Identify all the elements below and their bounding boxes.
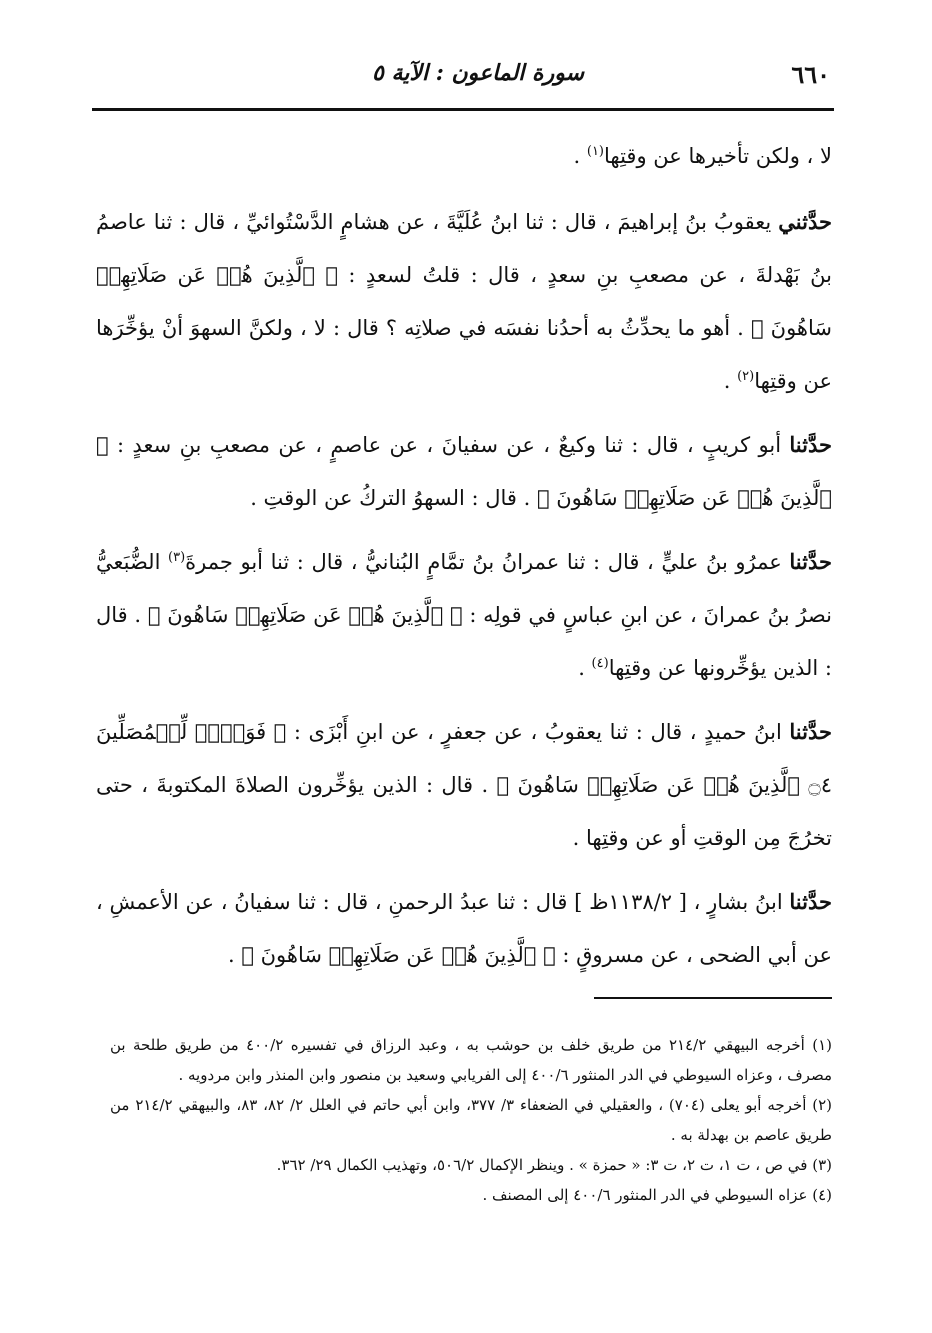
paragraph-tail: . — [573, 144, 587, 168]
running-title: سورة الماعون : الآية ٥ — [372, 60, 584, 86]
footnote: (٤) عزاه السيوطي في الدر المنثور ٤٠٠/٦ إلى المصنف . — [482, 1186, 832, 1204]
paragraph — [96, 418, 832, 525]
footnote-divider — [594, 997, 832, 999]
paragraph-tail: . — [723, 369, 738, 393]
paragraph-text: عمرُو بنُ عليٍّ ، قال : ثنا عمرانُ بنُ تمَّامٍ البُنانيُّ ، قال : ثنا أبو جمرةَ — [185, 550, 790, 574]
main-text — [96, 130, 832, 992]
footnote: (٣) في ص ، ت ١، ت ٢، ت ٣: « حمزة » . وينظر الإكمال ٥٠٦/٢، وتهذيب الكمال ٢٩/ ٣٦٢. — [276, 1156, 832, 1174]
footnote: (٢) أخرجه أبو يعلى (٧٠٤) ، والعقيلي في الضعفاء ٣/ ٣٧٧، وابن أبي حاتم في العلل ٢/ ٨٢، ٨٣، والبيهقي ٢١٤/٢ من طريق عاصم بن بهدلة به . — [110, 1096, 832, 1144]
page-header — [92, 58, 834, 98]
paragraph — [96, 705, 832, 865]
paragraph-text: ابنُ حميدٍ ، قال : ثنا يعقوبُ ، عن جعفرٍ ، عن ابنِ أَبْزَى : ﴿ فَوَيۡلٞ لِّلۡمُصَلِّينَ ۝٤ ٱلَّذِينَ هُمۡ عَن صَلَاتِهِمۡ سَاهُونَ ﴾ . قال : الذين يؤخِّرون الصلاةَ المكتوبةَ ، حتى تخرُجَ مِن الوقتِ أو عن وقتِها . — [96, 720, 832, 850]
footnote-ref: (٢) — [737, 369, 755, 384]
paragraph — [96, 535, 832, 695]
paragraph — [96, 130, 832, 183]
isnad-lead: حدَّثنا — [789, 432, 832, 457]
paragraph-text: أبو كريبٍ ، قال : ثنا وكيعٌ ، عن سفيانَ ، عن عاصمٍ ، عن مصعبِ بنِ سعدٍ : ﴿ ٱلَّذِينَ هُمۡ عَن صَلَاتِهِمۡ سَاهُونَ ﴾ . قال : السهوُ التركُ عن الوقتِ . — [96, 433, 832, 510]
paragraph — [96, 875, 832, 982]
paragraph-text: لا ، ولكن تأخيرها عن وقتِها — [604, 144, 832, 168]
isnad-lead: حدَّثنا — [789, 719, 832, 744]
footnote: (١) أخرجه البيهقي ٢١٤/٢ من طريق خلف بن حوشب به ، وعبد الرزاق في تفسيره ٤٠٠/٢ من طريق طلحة بن مصرف ، وعزاه السيوطي في الدر المنثور ٤٠٠/٦ إلى الفريابي وسعيد بن منصور وابن المنذر وابن مردويه . — [110, 1036, 832, 1084]
isnad-lead: حدَّثنا — [789, 549, 832, 574]
isnad-lead: حدَّثنا — [789, 889, 832, 914]
isnad-lead: حدَّثني — [778, 209, 832, 234]
paragraph-text: يعقوبُ بنُ إبراهيمَ ، قال : ثنا ابنُ عُلَيَّةَ ، عن هشامٍ الدَّسْتُوائيِّ ، قال : ثنا عاصمُ بنُ بَهْدلةَ ، عن مصعبِ بنِ سعدٍ ، قال : قلتُ لسعدٍ : ﴿ ٱلَّذِينَ هُمۡ عَن صَلَاتِهِمۡ سَاهُونَ ﴾ . أهو ما يحدِّثُ به أحدُنا نفسَه في صلاتِه ؟ قال : لا ، ولكنَّ السهوَ أنْ يؤخِّرَها عن وقتِها — [96, 210, 832, 393]
paragraph-tail: . — [578, 656, 592, 680]
footnote-ref: (٣) — [168, 550, 186, 565]
footnote-ref: (٤) — [591, 656, 609, 671]
header-divider — [92, 108, 834, 111]
footnote-ref: (١) — [586, 144, 604, 159]
page-number: ٦٦٠ — [791, 60, 830, 89]
paragraph-tail: الضُّبَعيُّ نصرُ بنُ عمرانَ ، عن ابنِ عباسٍ في قولِه : ﴿ ٱلَّذِينَ هُمۡ عَن صَلَاتِهِمۡ سَاهُونَ ﴾ . قال : الذين يؤخِّرونها عن وقتِها — [96, 550, 832, 680]
paragraph-text: ابنُ بشارٍ ، [ ١١٣٨/٢ظ ] قال : ثنا عبدُ الرحمنِ ، قال : ثنا سفيانُ ، عن الأعمشِ ، عن أبي الضحى ، عن مسروقٍ : ﴿ ٱلَّذِينَ هُمۡ عَن صَلَاتِهِمۡ سَاهُونَ ﴾ . — [96, 890, 832, 967]
footnotes — [110, 1030, 832, 1210]
paragraph — [96, 195, 832, 408]
